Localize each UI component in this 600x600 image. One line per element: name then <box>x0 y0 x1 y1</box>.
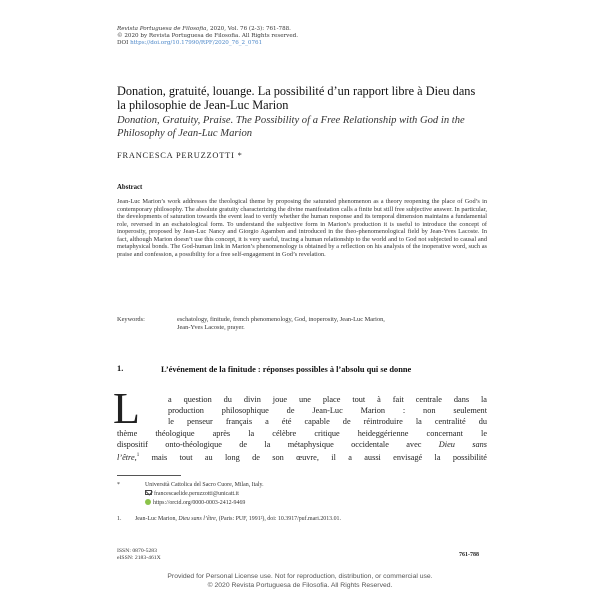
doi-label: DOI <box>117 40 131 46</box>
footnote-rule <box>117 475 181 476</box>
author-name: FRANCESCA PERUZZOTTI * <box>117 151 243 160</box>
footnote-text: Jean-Luc Marion, <box>135 516 179 522</box>
issn-block <box>117 548 161 563</box>
footnote-italic: Dieu sans l’être <box>178 516 216 522</box>
orcid-link[interactable]: https://orcid.org/0000-0003-2412-9469 <box>153 499 246 506</box>
affiliation-line <box>117 482 264 490</box>
italic-title-cont: l’être, <box>117 452 137 462</box>
drop-cap: L <box>113 384 140 433</box>
citation-details: , 2020, Vol. 76 (2-3): 761-788. <box>206 26 291 32</box>
issn-online: eISSN: 2183-461X <box>117 555 161 562</box>
keywords-label: Keywords: <box>117 316 145 323</box>
italic-title: Dieu sans <box>438 439 487 449</box>
body-line: production philosophique de Jean-Luc Marion : non seulement <box>168 406 487 416</box>
footnote-ref[interactable]: 1 <box>136 453 140 459</box>
orcid-line <box>117 499 264 508</box>
doi-line <box>117 40 298 47</box>
journal-header <box>117 26 298 47</box>
issn-print: ISSN: 0870-5283 <box>117 548 157 554</box>
footnote-number: 1. <box>117 516 122 522</box>
abstract-heading: Abstract <box>117 184 143 191</box>
body-line-text: mais tout au long de son œuvre, il a aussi envisagé la possibilité <box>151 452 487 462</box>
keywords-line-2: Jean-Yves Lacoste, prayer. <box>177 323 245 331</box>
journal-citation <box>117 26 298 33</box>
article-subtitle: Donation, Gratuity, Praise. The Possibility of a Free Relationship with God in the Philosophy of Jean-Luc Marion <box>117 115 465 139</box>
license-line: Provided for Personal License use. Not for reproduction, distribution, or commercial use. <box>167 573 433 580</box>
body-line: a question du divin joue une place tout à fait centrale dans la <box>168 395 487 404</box>
footnote-1 <box>117 516 341 524</box>
body-text <box>117 394 487 463</box>
body-line <box>117 450 487 463</box>
email-link[interactable]: francescaelide.peruzzotti@unicatt.it <box>154 490 239 497</box>
footnote-text-end: , (Paris: PUF, 1991²), doi: 10.3917/puf.mari.2013.01. <box>215 516 341 522</box>
license-footer <box>0 572 600 590</box>
copyright-line: © 2020 by Revista Portuguesa de Filosofia. All Rights reserved. <box>117 33 299 39</box>
body-line <box>117 439 487 450</box>
doi-link[interactable]: https://doi.org/10.17990/RPF/2020_76_2_0761 <box>130 40 263 46</box>
orcid-icon <box>145 499 151 505</box>
page-range: 761-788 <box>459 552 479 558</box>
journal-name: Revista Portuguesa de Filosofia <box>117 26 207 32</box>
keywords <box>117 316 487 331</box>
keywords-line-1 <box>117 316 487 324</box>
section-title: L’événement de la finitude : réponses possibles à l’absolu qui se donne <box>161 365 412 374</box>
article-title: Donation, gratuité, louange. La possibilité d’un rapport libre à Dieu dans la philosophie de Jean-Luc Marion <box>117 84 476 113</box>
affiliation: Università Cattolica del Sacro Cuore, Milan, Italy. <box>145 482 264 488</box>
body-line: le penseur français a été capable de réintroduire la centralité du <box>168 417 487 427</box>
author-footnote <box>117 482 264 507</box>
email-line <box>117 490 264 499</box>
footer-copyright: © 2020 Revista Portuguesa de Filosofia. All Rights Reserved. <box>207 582 393 589</box>
envelope-icon <box>145 490 152 495</box>
abstract-text: Jean-Luc Marion’s work addresses the theological theme by proposing the saturated phenomenon as a theory reopening the place of God’s in contemporary philosophy. The absolute gratuity characterizing the divine manifestation calls a finite but still free subjective answer. In particular, the developments of saturation towards the event lead to verify whether the human response and its temporal dimension maintains a fundamental role, reversed in an eschatological form. To understand the subjective form in Marion’s production it is useful to introduce the concept of inoperosity, proposed by Jean-Luc Nancy and Giorgio Agamben and introduced in the theo-phenomenological field by Jean-Yves Lacoste. In fact, although Marion doesn’t use this concept, it is very useful, tracing a human relationship to the world and to God not subjected to causal and metaphysical bonds. The God-human link in Marion’s phenomenology is obtained by a reflection on his analysis of the inoperative word, such as praise and confession, a possibility for a free self-engagement in God’s revelation. <box>117 198 487 258</box>
section-number: 1. <box>117 364 124 373</box>
keywords-list-1: eschatology, finitude, french phenomenology, God, inoperosity, Jean-Luc Marion, <box>177 316 385 323</box>
body-line-text: dispositif onto-théologique de la métaphysique occidentale avec <box>117 439 439 449</box>
body-line: thème théologique après la célèbre critique heideggérienne concernant le <box>117 428 487 438</box>
footnote-star: * <box>117 482 120 488</box>
